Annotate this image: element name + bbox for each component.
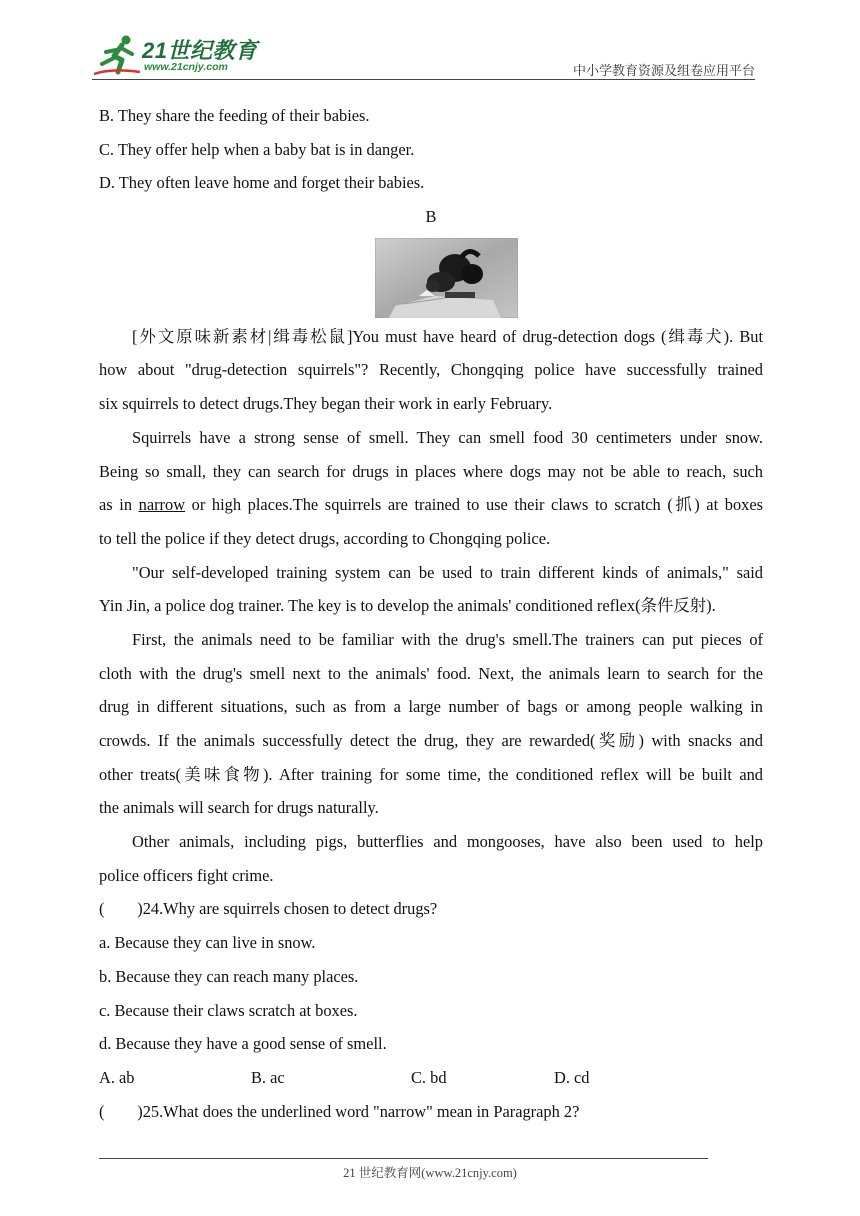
para2-line3 (99, 488, 763, 522)
para2-line4: to tell the police if they detect drugs, according to Chongqing police. (99, 528, 551, 548)
question-24-stem: ( )24.Why are squirrels chosen to detect drugs? (99, 899, 438, 919)
q24-choice-b: B. ac (251, 1067, 285, 1087)
footer-divider (99, 1158, 708, 1159)
section-label: B (425, 207, 437, 227)
q24-choice-c: C. bd (411, 1067, 447, 1087)
para5-line2: police officers fight crime. (99, 865, 274, 885)
question-25-stem: ( )25.What does the underlined word "narrow" mean in Paragraph 2? (99, 1101, 580, 1121)
document-body (99, 99, 763, 1128)
q24-item-c: c. Because their claws scratch at boxes. (99, 1000, 358, 1020)
para2-line1: Squirrels have a strong sense of smell. They can smell food 30 centimeters under snow. (132, 427, 763, 447)
prev-option-d: D. They often leave home and forget their babies. (99, 173, 425, 193)
q24-choice-a: A. ab (99, 1067, 135, 1087)
para4-line6: the animals will search for drugs naturally. (99, 798, 379, 818)
para2-line3-pre: as in (99, 495, 139, 515)
page-header (92, 30, 755, 80)
header-divider (92, 79, 755, 80)
para4-line4: crowds. If the animals successfully detect the drug, they are rewarded(奖励) with snacks and (99, 731, 763, 750)
para1-line2: how about "drug-detection squirrels"? Recently, Chongqing police have successfully trained (99, 360, 763, 380)
prev-option-b: B. They share the feeding of their babies. (99, 106, 370, 125)
para2-line3-post: or high places.The squirrels are trained to use their claws to scratch (抓) at boxes (185, 495, 763, 515)
para3-line1: "Our self-developed training system can be used to train different kinds of animals," said (132, 562, 763, 582)
para4-line3: drug in different situations, such as from a large number of bags or among people walking in (99, 697, 763, 717)
para3-line2: Yin Jin, a police dog trainer. The key is to develop the animals' conditioned reflex(条件反射). (99, 596, 716, 616)
para1-line1: [外文原味新素材|缉毒松鼠]You must have heard of drug-detection dogs (缉毒犬). But (132, 326, 763, 346)
page-footer: 21 世纪教育网(www.21cnjy.com) (343, 1166, 517, 1180)
para4-line2: cloth with the drug's smell next to the animals' food. Next, the animals learn to search for the (99, 663, 763, 683)
runner-logo-icon (92, 34, 144, 78)
para4-line1: First, the animals need to be familiar with the drug's smell.The trainers can put pieces of (132, 629, 763, 649)
logo-url: www.21cnjy.com (144, 61, 228, 73)
underlined-word-narrow: narrow (138, 495, 186, 515)
header-platform-text: 中小学教育资源及组卷应用平台 (572, 64, 755, 79)
logo (92, 34, 262, 78)
para5-line1: Other animals, including pigs, butterflies and mongooses, have also been used to help (132, 832, 763, 852)
q24-item-b: b. Because they can reach many places. (99, 966, 359, 986)
para1-line3: six squirrels to detect drugs.They began their work in early February. (99, 394, 553, 414)
q24-choice-d: D. cd (554, 1067, 590, 1087)
prev-option-c: C. They offer help when a baby bat is in danger. (99, 139, 415, 159)
squirrel-photo-icon (375, 238, 518, 318)
q24-item-d: d. Because they have a good sense of smell. (99, 1034, 387, 1054)
para4-line5: other treats(美味食物). After training for some time, the conditioned reflex will be built and (99, 764, 763, 784)
para2-line2: Being so small, they can search for drugs in places where dogs may not be able to reach, such (99, 461, 763, 481)
logo-text: 21世纪教育 (142, 38, 258, 63)
q24-item-a: a. Because they can live in snow. (99, 933, 316, 953)
photo-container (99, 234, 763, 320)
q24-choices (99, 1061, 763, 1095)
